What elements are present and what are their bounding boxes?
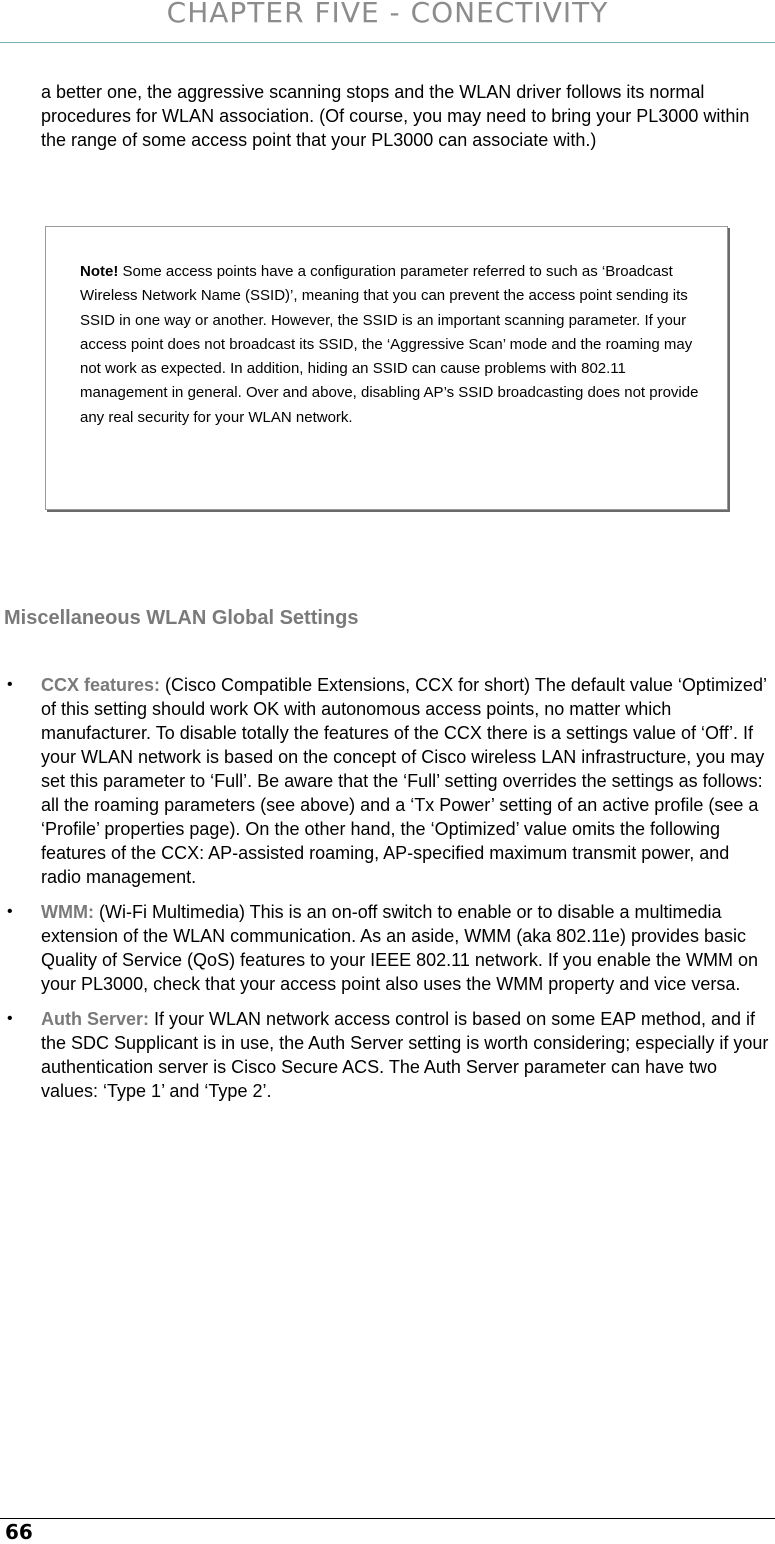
settings-list [0,673,775,1114]
bullet-term: Auth Server: [41,1009,150,1029]
page-number: 66 [5,1520,33,1544]
bullet-term: WMM: [41,902,94,922]
list-item-wmm [0,900,771,996]
chapter-title: CHAPTER FIVE - CONECTIVITY [166,0,609,29]
bullet-icon: • [7,903,13,920]
bullet-text: (Wi-Fi Multimedia) This is an on-off switch to enable or to disable a multimedia extension of the WLAN communication. As an aside, WMM (aka 802.11e) provides basic Quality of Service (QoS) features to your IEEE 802.11 network. If you enable the WMM on your PL3000, check that your access point also uses the WMM property and vice versa. [41,902,759,994]
bullet-icon: • [7,1010,13,1027]
intro-paragraph: a better one, the aggressive scanning stops and the WLAN driver follows its normal procedures for WLAN association. (Of course, you may need to bring your PL3000 within the range of some access point that your PL3000 can associate with.) [41,82,750,150]
section-heading: Miscellaneous WLAN Global Settings [4,607,359,629]
bullet-term: CCX features: [41,675,161,695]
bullet-text: (Cisco Compatible Extensions, CCX for short) The default value ‘Optimized’ of this setting should work OK with autonomous access points, no matter which manufacturer. To disable totally the features of the CCX there is a settings value of ‘Off’. If your WLAN network is based on the concept of Cisco wireless LAN infrastructure, you may set this parameter to ‘Full’. Be aware that the ‘Full’ setting overrides the settings as follows: all the roaming parameters (see above) and a ‘Tx Power’ setting of an active profile (see a ‘Profile’ properties page). On the other hand, the ‘Optimized’ value omits the following features of the CCX: AP-assisted roaming, AP-specified maximum transmit power, and radio management. [41,675,767,887]
chapter-header [0,0,775,43]
list-item-ccx-features [0,673,771,889]
note-paragraph [80,260,705,430]
bullet-text: If your WLAN network access control is based on some EAP method, and if the SDC Supplicant is in use, the Auth Server setting is worth considering; especially if your authentication server is Cisco Secure ACS. The Auth Server parameter can have two values: ‘Type 1’ and ‘Type 2’. [41,1009,769,1101]
note-label: Note! [80,263,119,280]
list-item-auth-server [0,1007,771,1103]
note-text: Some access points have a configuration parameter referred to such as ‘Broadcast Wireless Network Name (SSID)’, meaning that you can prevent the access point sending its SSID in one way or another. However, the SSID is an important scanning parameter. If your access point does not broadcast its SSID, the ‘Aggressive Scan’ mode and the roaming may not work as expected. In addition, hiding an SSID can cause problems with 802.11 management in general. Over and above, disabling AP’s SSID broadcasting does not provide any real security for your WLAN network. [80,263,699,426]
footer-divider [0,1518,775,1519]
bullet-icon: • [7,676,13,693]
note-box [45,226,728,510]
